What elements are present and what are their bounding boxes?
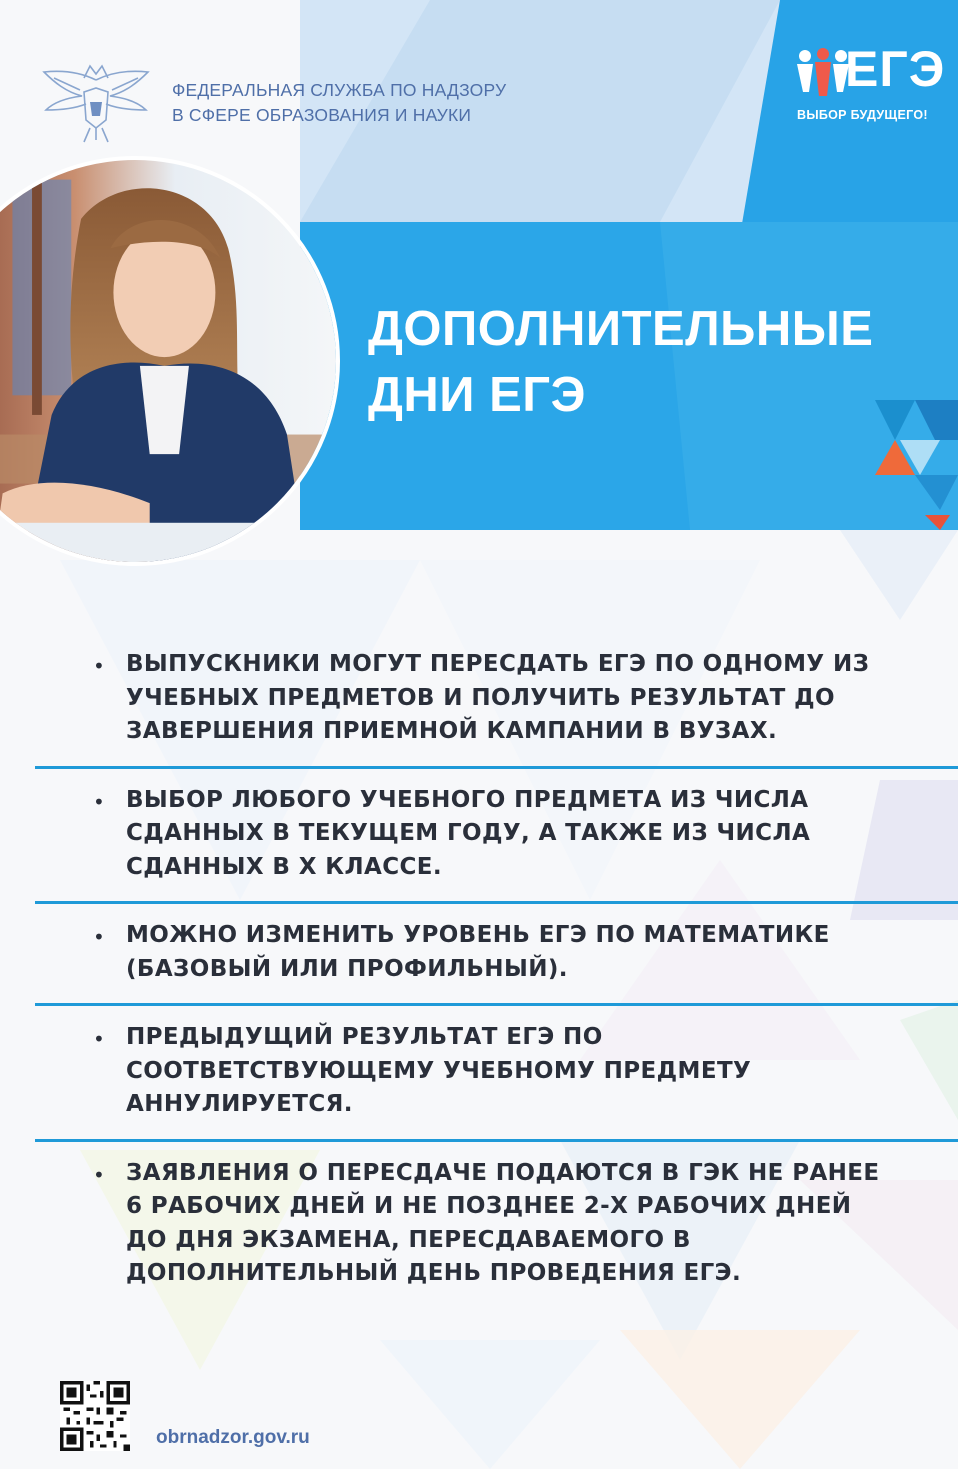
list-item [35,904,958,1003]
website-link[interactable]: obrnadzor.gov.ru [156,1427,310,1448]
double-headed-eagle-icon [40,62,152,144]
bullet: • [93,789,105,814]
list-item [35,1006,958,1139]
bullet: • [93,654,105,678]
agency-name-line1: ФЕДЕРАЛЬНАЯ СЛУЖБА ПО НАДЗОРУ [172,80,507,100]
ege-slogan: ВЫБОР БУДУЩЕГО! [797,108,928,122]
ege-logo-text: ЕГЭ [845,41,946,97]
list-item [35,640,958,766]
page-title [368,296,873,428]
bullet: • [93,925,105,949]
page-title-line2: ДНИ ЕГЭ [368,368,586,422]
list-item-text: ВЫПУСКНИКИ МОГУТ ПЕРЕСДАТЬ ЕГЭ ПО ОДНОМУ ИЗ УЧЕБНЫХ ПРЕДМЕТОВ И ПОЛУЧИТЬ РЕЗУЛЬТАТ ДО ЗАВЕРШЕНИЯ ПРИЕМНОЙ КАМПАНИИ В ВУЗАХ. [126,651,870,744]
agency-header [40,62,506,144]
list-item-text: ПРЕДЫДУЩИЙ РЕЗУЛЬТАТ ЕГЭ ПО СООТВЕТСТВУЮЩЕМУ УЧЕБНОМУ ПРЕДМЕТУ АННУЛИРУЕТСЯ. [126,1024,752,1117]
list-item-text: ВЫБОР ЛЮБОГО УЧЕБНОГО ПРЕДМЕТА ИЗ ЧИСЛА СДАННЫХ В ТЕКУЩЕМ ГОДУ, А ТАКЖЕ ИЗ ЧИСЛА СДАННЫХ В Х КЛАССЕ. [126,786,811,880]
bullet: • [93,1162,105,1187]
list-item-text: ЗАЯВЛЕНИЯ О ПЕРЕСДАЧЕ ПОДАЮТСЯ В ГЭК НЕ РАНЕЕ 6 РАБОЧИХ ДНЕЙ И НЕ ПОЗДНЕЕ 2-Х РАБОЧИХ ДНЕЙ ДО ДНЯ ЭКЗАМЕНА, ПЕРЕСДАВАЕМОГО В ДОПОЛНИТЕЛЬНЫЙ ДЕНЬ ПРОВЕДЕНИЯ ЕГЭ. [126,1159,880,1286]
footer [60,1381,310,1451]
agency-name [172,78,506,128]
list-item [35,1142,958,1291]
bullet: • [93,1027,105,1051]
list-item [35,769,958,902]
page-title-line1: ДОПОЛНИТЕЛЬНЫЕ [368,302,874,356]
info-list [35,640,958,1291]
list-item-text: МОЖНО ИЗМЕНИТЬ УРОВЕНЬ ЕГЭ ПО МАТЕМАТИКЕ (БАЗОВЫЙ ИЛИ ПРОФИЛЬНЫЙ). [126,922,830,982]
ege-logo [795,41,946,122]
agency-name-line2: В СФЕРЕ ОБРАЗОВАНИЯ И НАУКИ [172,105,472,125]
ege-figures-icon [795,48,851,98]
qr-code-icon[interactable] [60,1381,130,1451]
